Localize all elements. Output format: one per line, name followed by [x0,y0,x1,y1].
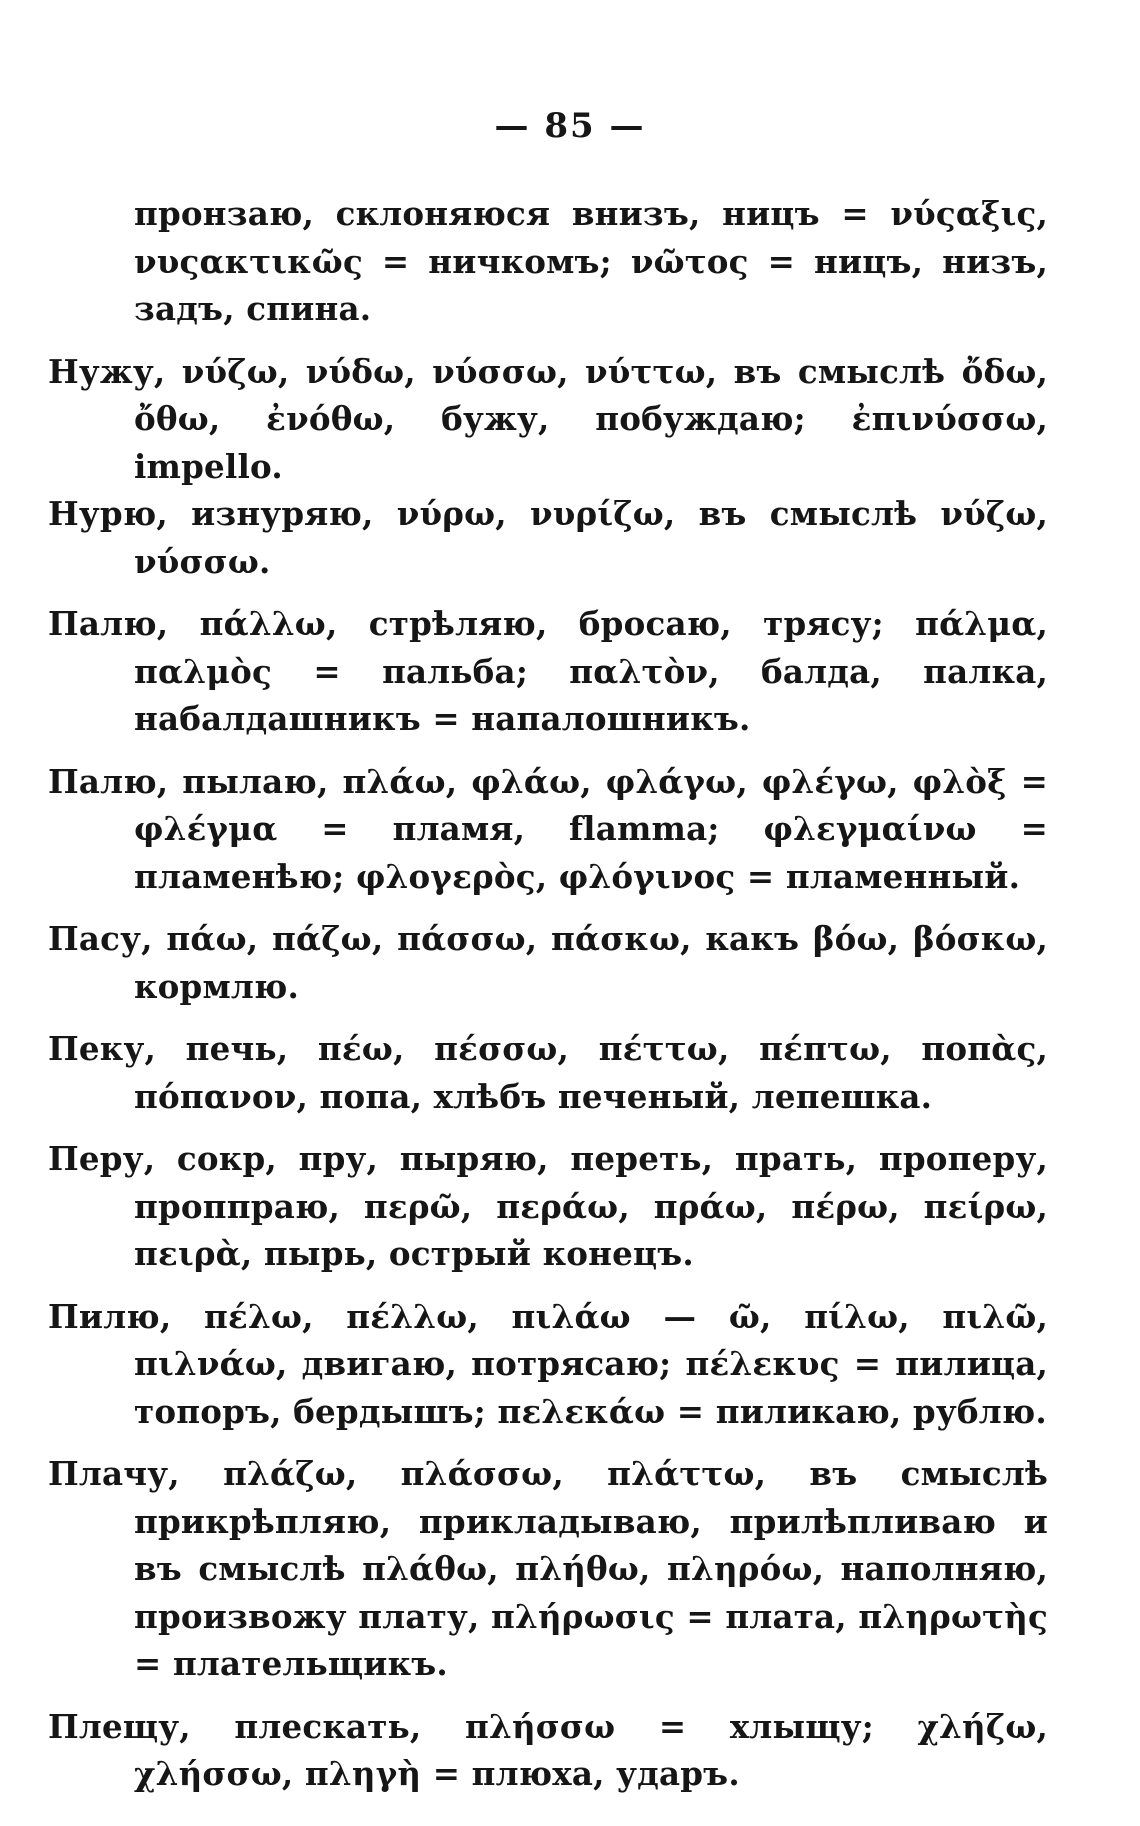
entry-peku: Пеку, печь, πέω, πέσσω, πέττω, πέπτω, ποπὰς, πόπανον, попа, хлѣбъ печеный, лепешка. [48,1029,1048,1116]
dictionary-text [48,190,1048,1798]
entry-pasu: Пасу, πάω, πάζω, πάσσω, πάσκω, какъ βόω, βόσκω, кормлю. [48,919,1048,1006]
entry-peru: Перу, сокр, пру, пыряю, переть, прать, проперу, проппраю, περῶ, περάω, πράω, πέρω, πείρω, πειρὰ, пырь, острый конецъ. [48,1139,1048,1273]
continued-paragraph: пронзаю, склоняюся внизъ, ницъ = νύςαξις, νυςακτικῶς = ничкомъ; νῶτος = ницъ, низъ, задъ, спина. [134,194,1048,328]
entry-nuzhu: Нужу, νύζω, νύδω, νύσσω, νύττω, въ смыслѣ ὄδω, ὄθω, ἐνόθω, бужу, побуждаю; ἐπινύσσω, impello. [48,351,1048,486]
entry-pilyu: Пилю, πέλω, πέλλω, πιλάω — ῶ, πίλω, πιλῶ, πιλνάω, двигаю, потрясаю; πέλεκυς = пилица, топоръ, бердышъ; πελεκάω = пиликаю, рублю. [48,1296,1048,1431]
page-number: — 85 — [494,106,646,146]
entry-nuryu: Нурю, изнуряю, νύρω, νυρίζω, въ смыслѣ νύζω, νύσσω. [48,494,1048,581]
entry-pleshchu: Плещу, плескать, πλήσσω = хлыщу; χλήζω, χλήσσω, πληγὴ = плюха, ударъ. [48,1706,1048,1793]
entry-palyu-1: Палю, πάλλω, стрѣляю, бросаю, трясу; πάλμα, παλμὸς = пальба; παλτὸν, балда, палка, набалдашникъ = напалошникъ. [48,604,1048,738]
entry-plachu: Плачу, πλάζω, πλάσσω, πλάττω, въ смыслѣ прикрѣпляю, прикладываю, прилѣпливаю и въ смыслѣ πλάθω, πλήθω, πληρόω, наполняю, произвожу плату, πλήρωσις = плата, πληρωτὴς = плательщикъ. [48,1454,1048,1683]
entry-palyu-2: Палю, пылаю, πλάω, φλάω, φλάγω, φλέγω, φλὸξ = φλέγμα = пламя, flamma; φλεγμαίνω = пламенѣю; φλογερὸς, φλόγινος = пламенный. [48,761,1048,896]
